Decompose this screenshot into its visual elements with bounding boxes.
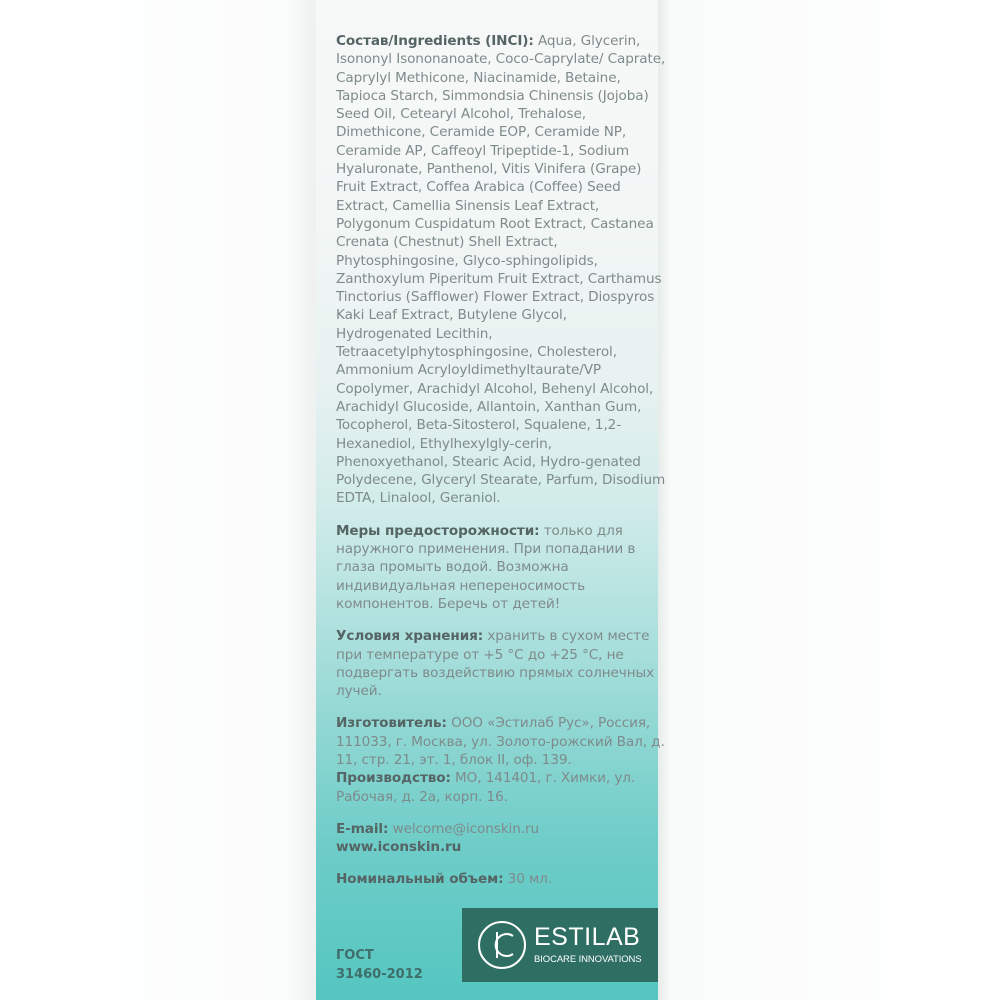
manufacturer-text: ООО «Эстилаб Рус», Россия, 111033, г. Москва, ул. Золото-рожский Вал, д. 11, стр. 21, эт. 1, блок II, оф. 139. (336, 715, 665, 768)
email-line (336, 820, 666, 838)
background-left (0, 0, 316, 1000)
gost-mark (336, 946, 423, 984)
storage-text: хранить в сухом месте при температуре от +5 °C до +25 °C, не подвергать воздействию прямых солнечных лучей. (336, 628, 655, 700)
gost-number: 31460-2012 (336, 967, 423, 982)
volume-line (336, 870, 666, 888)
logo-tagline: BIOCARE INNOVATIONS (534, 954, 642, 965)
background-right (658, 0, 1000, 1000)
email-label: E-mail: (336, 820, 389, 837)
precautions-label: Меры предосторожности: (336, 522, 540, 539)
storage-label: Условия хранения: (336, 628, 484, 645)
ingredients-label: Состав/Ingredients (INCI): (336, 33, 534, 49)
ingredients-paragraph (336, 32, 666, 508)
volume-label: Номинальный объем: (336, 871, 504, 888)
precautions-paragraph (336, 522, 666, 613)
website-url: www.iconskin.ru (336, 839, 462, 856)
production-label: Производство: (336, 770, 451, 787)
precautions-text: только для наружного применения. При попадании в глаза промыть водой. Возможна индивидуальная непереносимость компонентов. Беречь от детей! (336, 522, 636, 612)
logo-wordmark: ESTILAB (534, 923, 641, 951)
volume-value: 30 мл. (507, 871, 552, 888)
storage-paragraph (336, 627, 666, 700)
website-line (336, 838, 666, 856)
production-text: МО, 141401, г. Химки, ул. Рабочая, д. 2а, корп. 16. (336, 770, 636, 805)
gost-title: ГОСТ (336, 948, 374, 963)
estilab-emblem-icon (476, 918, 528, 972)
manufacturer-label: Изготовитель: (336, 715, 447, 732)
ingredients-text: Aqua, Glycerin, Isononyl Isononanoate, Coco-Caprylate/ Caprate, Caprylyl Methicone, Niacinamide, Betaine, Tapioca Starch, Simmondsia Chinensis (Jojoba) Seed Oil, Cetearyl Alcohol, Trehalose, Dimethicone, Ceramide EOP, Ceramide NP, Ceramide AP, Caffeoyl Tripeptide-1, Sodium Hyaluronate, Panthenol, Vitis Vinifera (Grape) Fruit Extract, Coffea Arabica (Coffee) Seed Extract, Camellia Sinensis Leaf Extract, Polygonum Cuspidatum Root Extract, Castanea Crenata (Chestnut) Shell Extract, Phytosphingosine, Glyco-sphingolipids, Zanthoxylum Piperitum Fruit Extract, Carthamus Tinctorius (Safflower) Flower Extract, Diospyros Kaki Leaf Extract, Butylene Glycol, Hydrogenated Lecithin, Tetraacetylphytosphingosine, Cholesterol, Ammonium Acryloyldimethyltaurate/VP Copolymer, Arachidyl Alcohol, Behenyl Alcohol, Arachidyl Glucoside, Allantoin, Xanthan Gum, Tocopherol, Beta-Sitosterol, Squalene, 1,2-Hexanediol, Ethylhexylgly-cerin, Phenoxyethanol, Stearic Acid, Hydro-genated Polydecene, Glyceryl Stearate, Parfum, Disodium EDTA, Linalool, Geraniol. (336, 33, 666, 507)
manufacturer-paragraph (336, 714, 666, 805)
label-text (336, 32, 666, 903)
email-address: welcome@iconskin.ru (392, 820, 539, 837)
estilab-logo (462, 908, 658, 982)
